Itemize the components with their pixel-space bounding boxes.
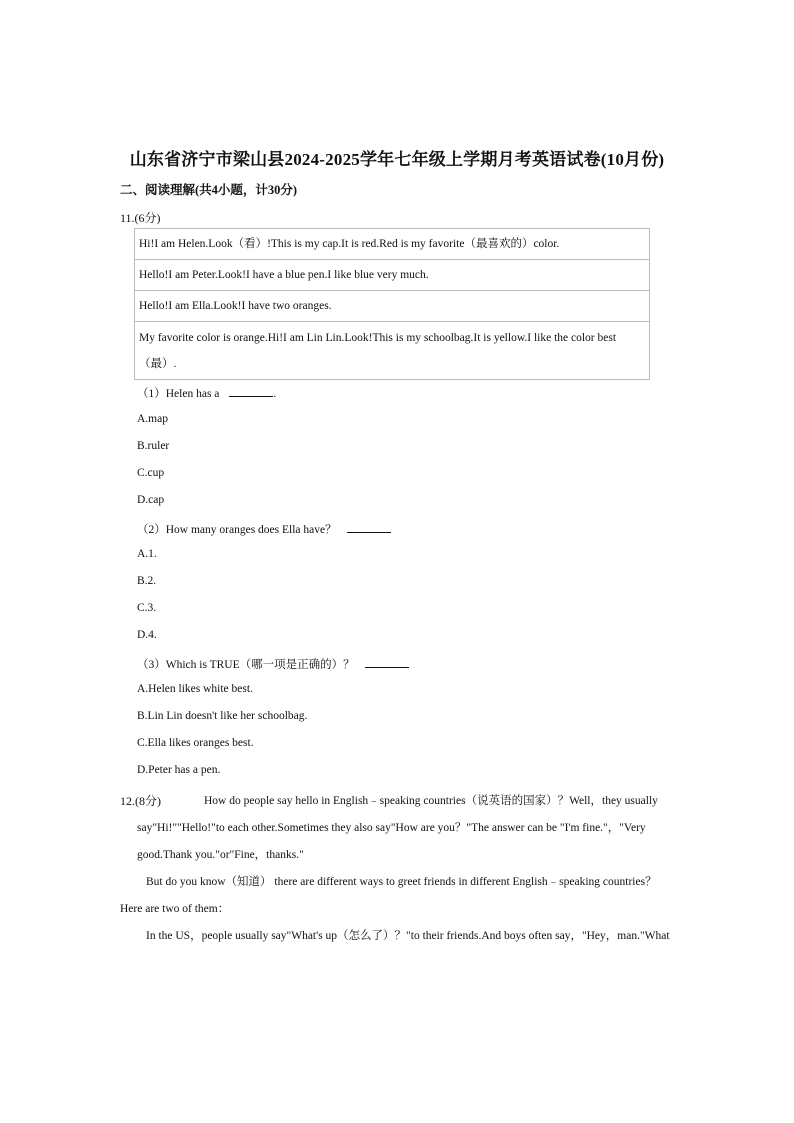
section-heading: 二、阅读理解(共4小题，计30分) xyxy=(120,183,298,197)
option-1c: C.cup xyxy=(137,467,165,479)
passage-peter: Hello!I am Peter.Look!I have a blue pen.I like blue very much. xyxy=(135,260,650,291)
option-2b: B.2. xyxy=(137,575,157,587)
question-11-number: 11.(6分) xyxy=(120,211,161,225)
q12-line-6: In the US，people usually say"What's up（怎么了）？"to their friends.And boys often say，"Hey，man."What xyxy=(146,930,670,942)
passage-linlin xyxy=(135,322,650,380)
sub-question-3-stem: （3）Which is TRUE（哪一项是正确的）？ xyxy=(137,659,355,671)
answer-blank-3[interactable] xyxy=(365,657,409,668)
option-2c: C.3. xyxy=(137,602,157,614)
q12-line-3: good.Thank you."or"Fine，thanks." xyxy=(137,849,304,861)
sub-question-1 xyxy=(137,385,276,401)
sub-question-2-stem: （2）How many oranges does Ella have？ xyxy=(137,524,337,536)
answer-blank-2[interactable] xyxy=(347,522,391,533)
option-1a: A.map xyxy=(137,413,168,425)
option-3c: C.Ella likes oranges best. xyxy=(137,737,254,749)
passage-helen: Hi!I am Helen.Look（看）!This is my cap.It is red.Red is my favorite（最喜欢的）color. xyxy=(135,229,650,260)
passage-linlin-line1: My favorite color is orange.Hi!I am Lin Lin.Look!This is my schoolbag.It is yellow.I like the color best xyxy=(139,331,617,344)
q12-line-2: say"Hi!""Hello!"to each other.Sometimes they also say"How are you？"The answer can be "I'm fine."，"Very xyxy=(137,822,646,834)
option-2a: A.1. xyxy=(137,548,157,560)
option-1b: B.ruler xyxy=(137,440,170,452)
option-3a: A.Helen likes white best. xyxy=(137,683,253,695)
passage-linlin-line2: （最）. xyxy=(139,357,177,370)
sub-question-2 xyxy=(137,521,391,537)
passage-ella: Hello!I am Ella.Look!I have two oranges. xyxy=(135,291,650,322)
answer-blank-1[interactable] xyxy=(229,386,273,397)
sub-question-3 xyxy=(137,656,409,672)
option-3b: B.Lin Lin doesn't like her schoolbag. xyxy=(137,710,308,722)
option-3d: D.Peter has a pen. xyxy=(137,764,221,776)
sub-question-1-stem: （1）Helen has a xyxy=(137,388,220,400)
passage-table xyxy=(134,228,650,380)
q12-line-4: But do you know（知道） there are different ways to greet friends in different English﹣speaking countries？ xyxy=(146,876,657,888)
sub-question-1-end: . xyxy=(273,388,277,400)
exam-title: 山东省济宁市梁山县2024-2025学年七年级上学期月考英语试卷(10月份) xyxy=(129,150,665,169)
q12-line-1: How do people say hello in English﹣speaking countries（说英语的国家）？Well，they usually xyxy=(204,795,658,807)
option-1d: D.cap xyxy=(137,494,165,506)
question-12-number: 12.(8分) xyxy=(120,794,161,808)
option-2d: D.4. xyxy=(137,629,157,641)
q12-line-5: Here are two of them： xyxy=(120,903,230,915)
